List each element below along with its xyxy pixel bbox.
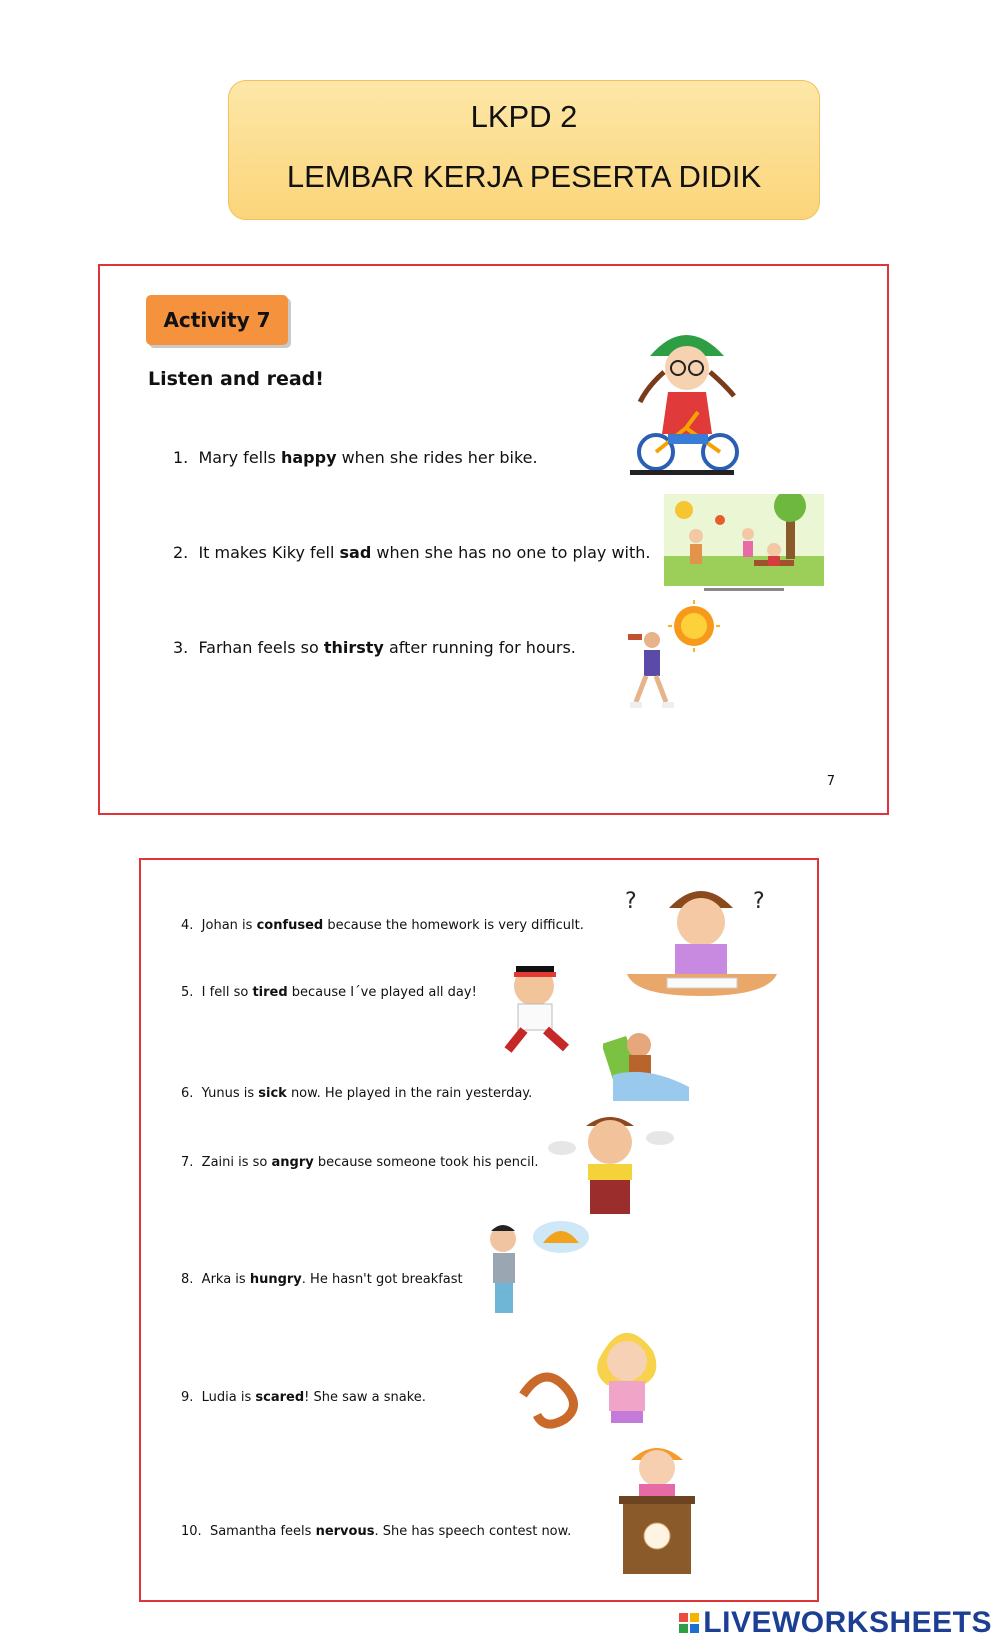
brand-name: LIVEWORKSHEETS <box>703 1606 992 1639</box>
sentence-item: 8. Arka is hungry. He hasn't got breakfast <box>181 1272 463 1287</box>
sentence-item: 1. Mary fells happy when she rides her bike. <box>173 448 538 467</box>
sentence-item: 6. Yunus is sick now. He played in the rain yesterday. <box>181 1086 533 1101</box>
sentence-item: 4. Johan is confused because the homework is very difficult. <box>181 918 584 933</box>
sentence-item: 2. It makes Kiky fell sad when she has no one to play with. <box>173 543 651 562</box>
liveworksheets-logo[interactable] <box>679 1606 992 1640</box>
boy-drinking-sun-icon <box>622 600 730 718</box>
svg-text:?: ? <box>753 889 765 914</box>
sentence-item: 5. I fell so tired because I´ve played all day! <box>181 985 477 1000</box>
activity-page-2 <box>139 858 819 1602</box>
kids-playing-park-icon <box>664 494 824 594</box>
instruction-heading: Listen and read! <box>148 368 324 390</box>
sentence-item: 10. Samantha feels nervous. She has speech contest now. <box>181 1524 572 1539</box>
activity-badge: Activity 7 <box>146 295 288 345</box>
logo-square <box>690 1624 699 1633</box>
logo-square <box>690 1613 699 1622</box>
logo-grid-icon <box>679 1613 699 1633</box>
girl-riding-bike-icon <box>628 316 746 476</box>
logo-square <box>679 1624 688 1633</box>
scared-girl-snake-icon <box>513 1315 679 1435</box>
angry-boy-icon <box>546 1108 676 1220</box>
tired-runner-icon <box>486 958 588 1058</box>
worksheet-code: LKPD 2 <box>470 99 578 134</box>
worksheet-title: LEMBAR KERJA PESERTA DIDIK <box>286 159 762 194</box>
hungry-boy-icon <box>477 1217 593 1317</box>
activity-page-1 <box>98 264 889 815</box>
sentence-item: 9. Ludia is scared! She saw a snake. <box>181 1390 426 1405</box>
sentence-item: 3. Farhan feels so thirsty after running for hours. <box>173 638 576 657</box>
sick-boy-bed-icon <box>603 1025 695 1103</box>
logo-square <box>679 1613 688 1622</box>
svg-text:?: ? <box>625 889 637 914</box>
nervous-girl-podium-icon <box>609 1440 705 1582</box>
page-number: 7 <box>826 774 835 789</box>
sentence-item: 7. Zaini is so angry because someone took his pencil. <box>181 1155 539 1170</box>
confused-boy-icon <box>617 878 789 998</box>
worksheet-title-box <box>228 80 820 220</box>
